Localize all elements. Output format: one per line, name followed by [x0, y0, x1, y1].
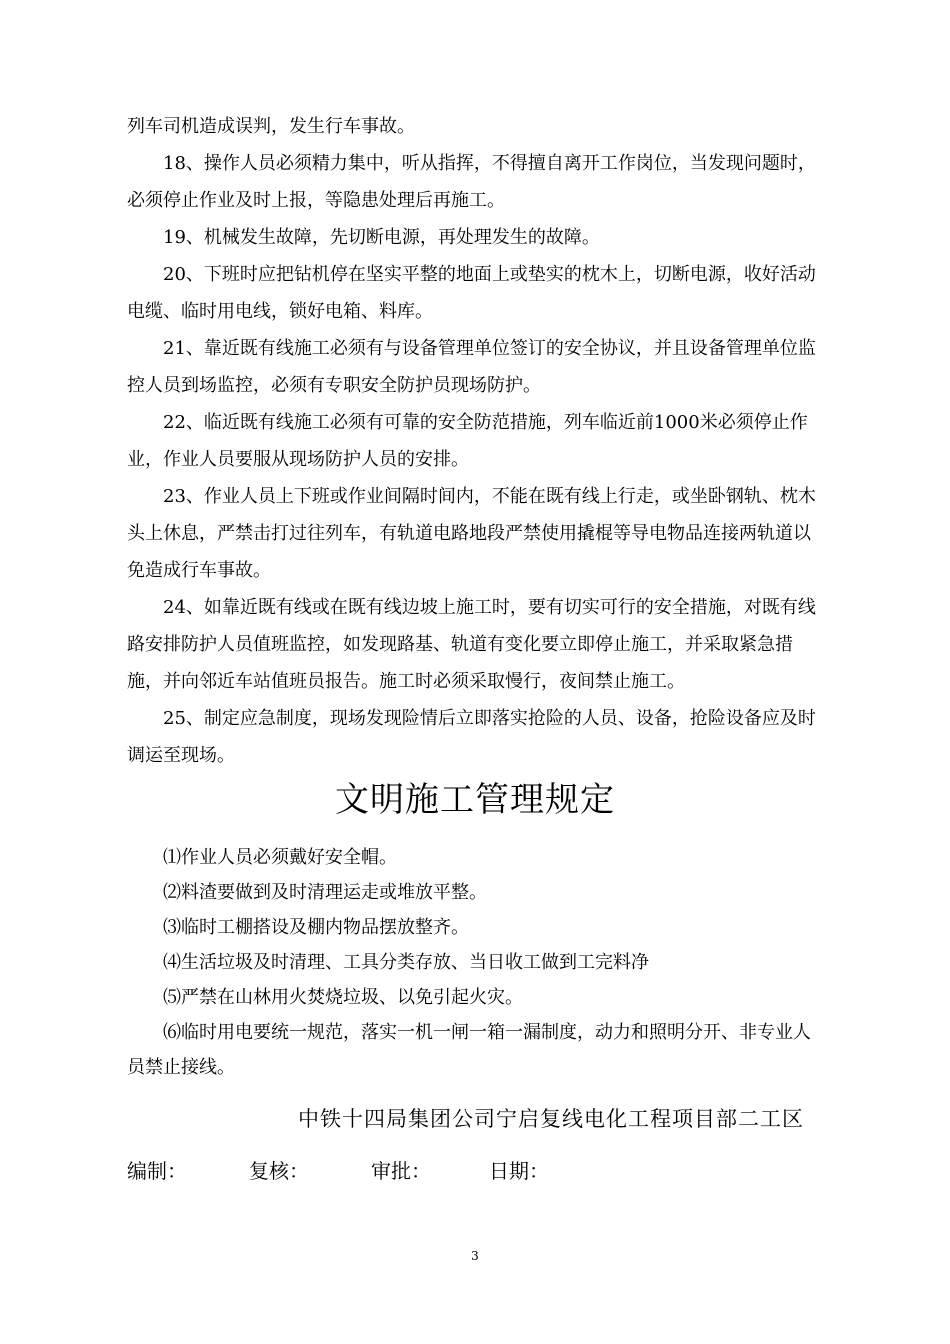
- paragraph-item-23: 23、作业人员上下班或作业间隔时间内，不能在既有线上行走，或坐卧钢轨、枕木头上休息，严禁击打过往列车，有轨道电路地段严禁使用撬棍等导电物品连接两轨道以免造成行车事故。: [127, 486, 816, 581]
- paragraph-continuation: 列车司机造成误判，发生行车事故。: [127, 116, 415, 137]
- paragraph-item-20: 20、下班时应把钻机停在坚实平整的地面上或垫实的枕木上，切断电源，收好活动电缆、临时用电线，锁好电箱、料库。: [127, 264, 816, 322]
- list-item: ⑵料渣要做到及时清理运走或堆放平整。: [163, 882, 487, 903]
- section-title: 文明施工管理规定: [335, 780, 615, 820]
- list-item: ⑷生活垃圾及时清理、工具分类存放、当日收工做到工完料净: [163, 952, 649, 973]
- civilized-construction-list: [127, 840, 827, 1085]
- body-text: [127, 108, 827, 774]
- list-item: ⑸严禁在山林用火焚烧垃圾、以免引起火灾。: [163, 987, 523, 1008]
- paragraph-item-25: 25、制定应急制度，现场发现险情后立即落实抢险的人员、设备，抢险设备应及时调运至现场。: [127, 708, 816, 766]
- compile-label: 编制：: [127, 1159, 187, 1183]
- list-item: ⑹临时用电要统一规范，落实一机一闸一箱一漏制度，动力和照明分开、非专业人员禁止接线。: [127, 1022, 811, 1078]
- paragraph-item-21: 21、靠近既有线施工必须有与设备管理单位签订的安全协议，并且设备管理单位监控人员到场监控，必须有专职安全防护员现场防护。: [127, 338, 816, 396]
- paragraph-item-18: 18、操作人员必须精力集中，听从指挥，不得擅自离开工作岗位，当发现问题时，必须停止作业及时上报，等隐患处理后再施工。: [127, 153, 816, 211]
- page-number: 3: [471, 1249, 479, 1263]
- paragraph-item-22: 22、临近既有线施工必须有可靠的安全防范措施，列车临近前1000米必须停止作业，作业人员要服从现场防护人员的安排。: [127, 412, 808, 470]
- list-item: ⑴作业人员必须戴好安全帽。: [163, 847, 397, 868]
- approve-label: 审批：: [371, 1159, 431, 1183]
- organization-name: 中铁十四局集团公司宁启复线电化工程项目部二工区: [298, 1107, 804, 1131]
- paragraph-item-24: 24、如靠近既有线或在既有线边坡上施工时，要有切实可行的安全措施，对既有线路安排防护人员值班监控，如发现路基、轨道有变化要立即停止施工，并采取紧急措施，并向邻近车站值班员报告。施工时必须采取慢行，夜间禁止施工。: [127, 597, 816, 692]
- list-item: ⑶临时工棚搭设及棚内物品摆放整齐。: [163, 917, 469, 938]
- signature-row: [127, 1156, 549, 1186]
- date-label: 日期：: [489, 1159, 549, 1183]
- paragraph-item-19: 19、机械发生故障，先切断电源，再处理发生的故障。: [163, 227, 600, 248]
- review-label: 复核：: [249, 1159, 309, 1183]
